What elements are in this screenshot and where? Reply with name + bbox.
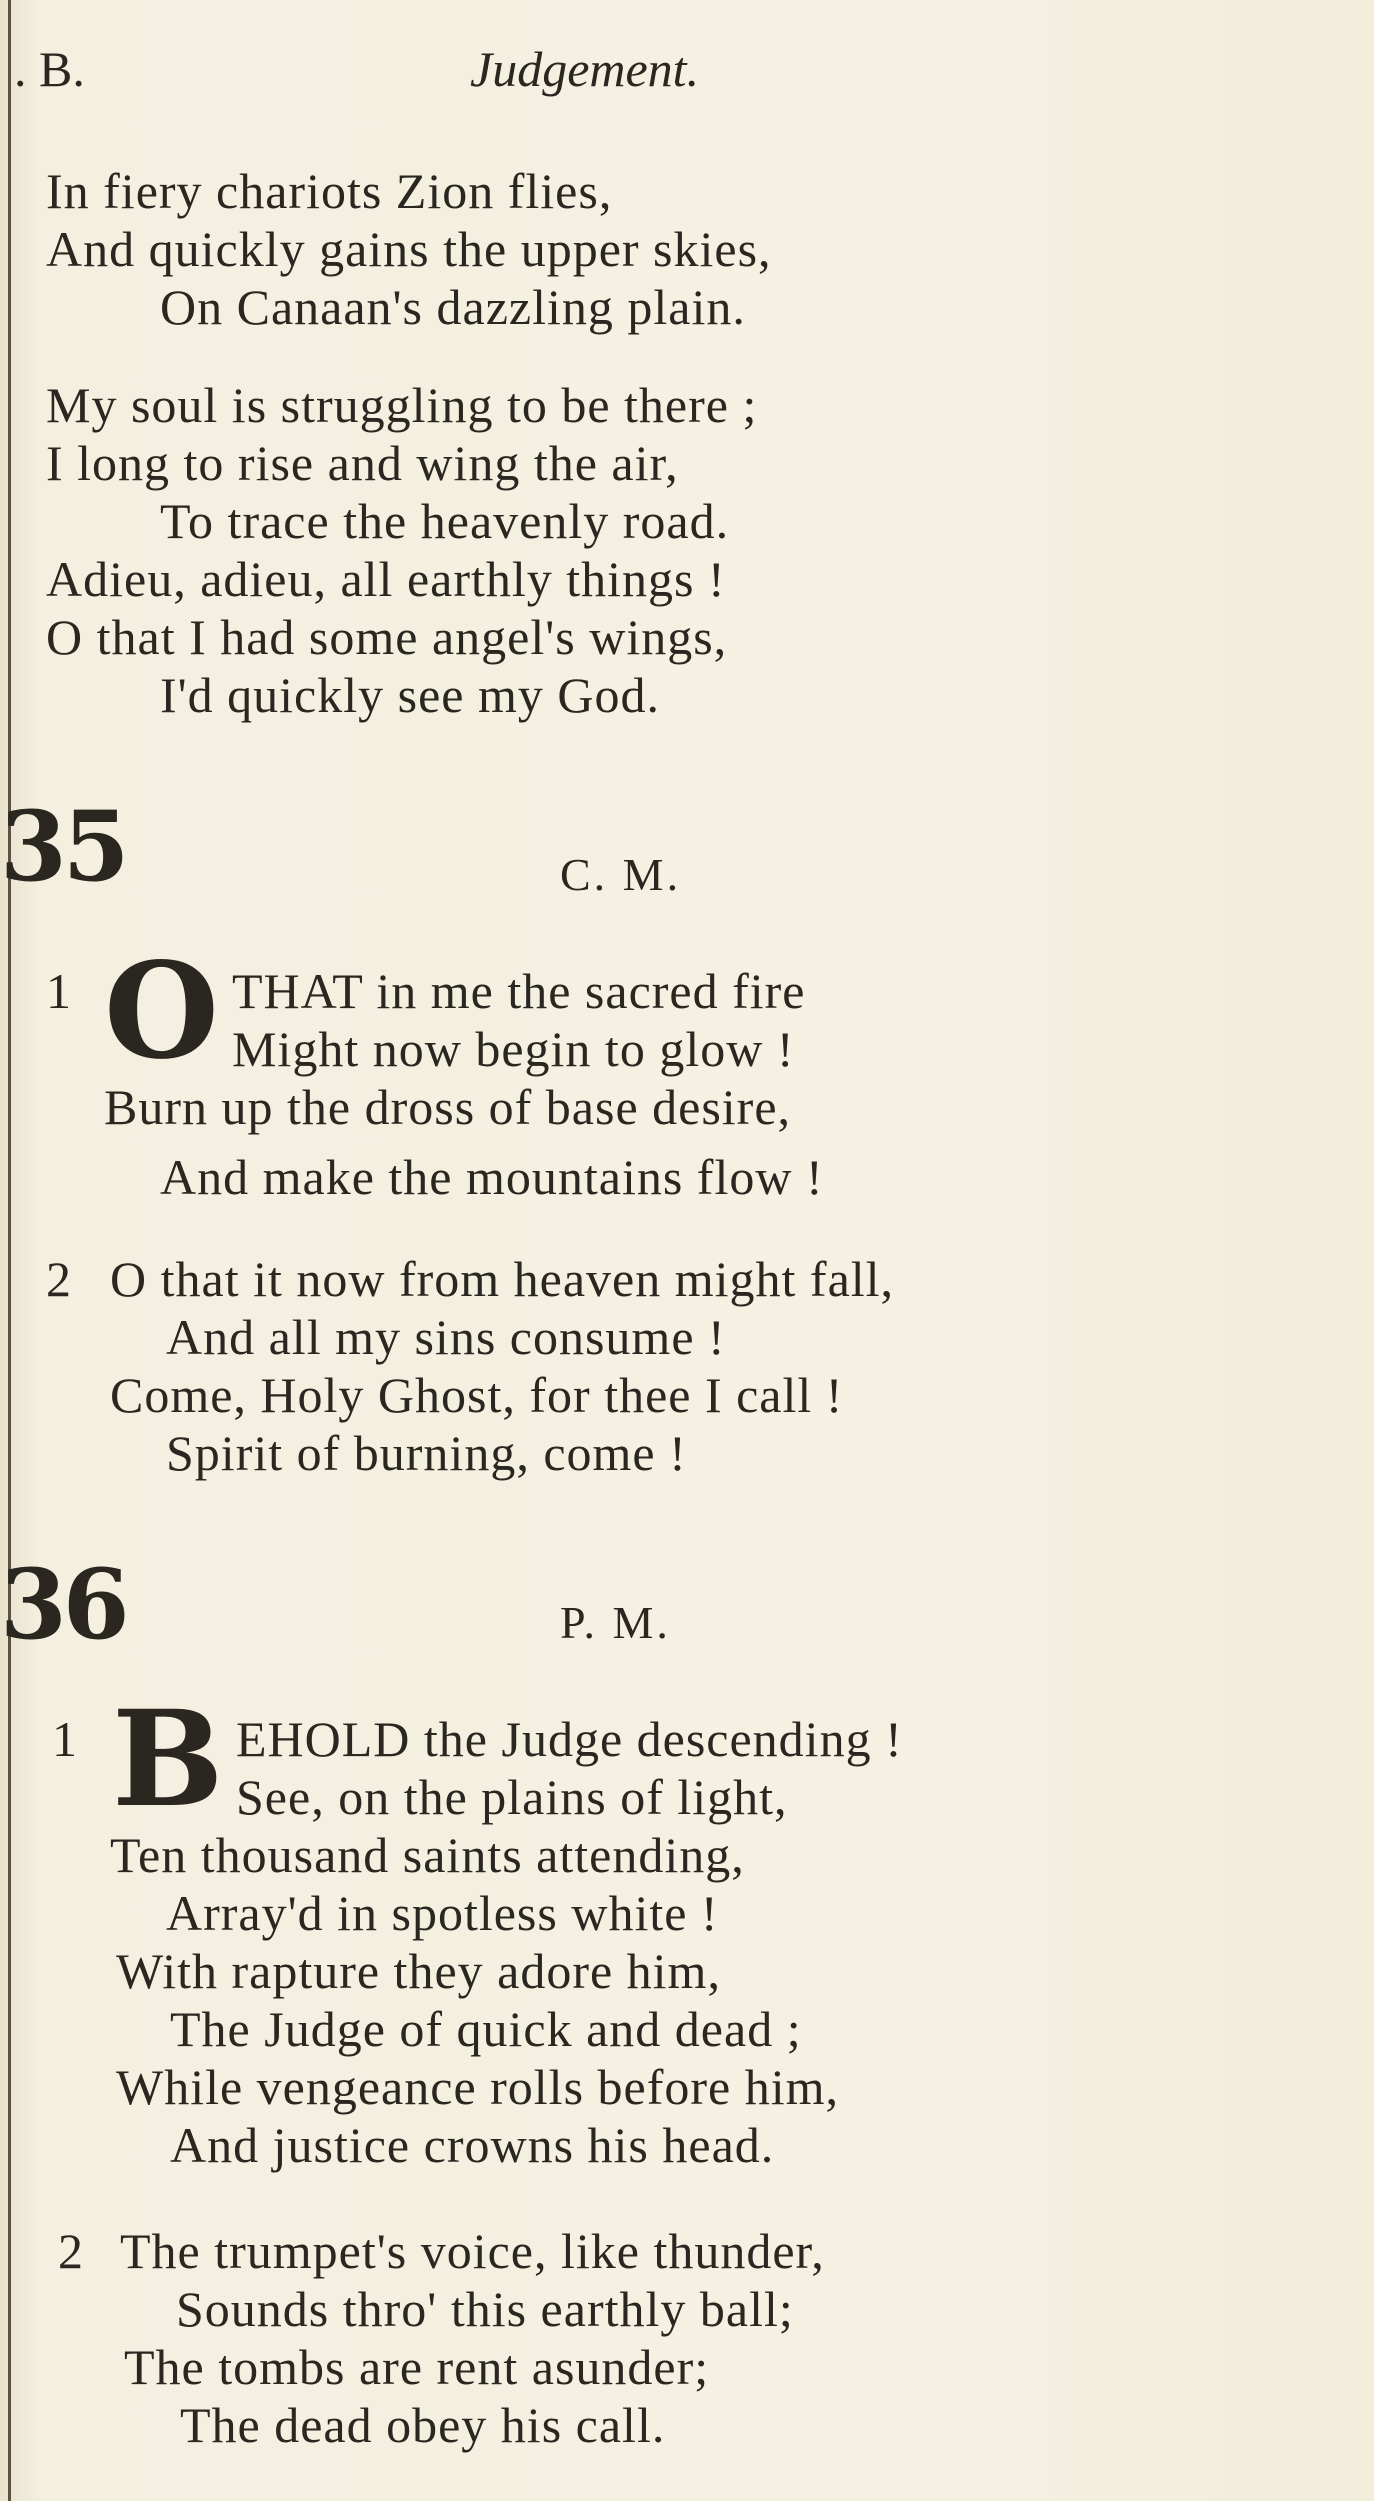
hymn-meter: C. M. xyxy=(560,849,682,900)
hymn-meter: P. M. xyxy=(560,1597,671,1648)
verse-line: Spirit of burning, come ! xyxy=(166,1425,687,1481)
stanza-line: My soul is struggling to be there ; xyxy=(46,377,758,433)
verse-line: Might now begin to glow ! xyxy=(232,1021,795,1077)
verse-line: The tombs are rent asunder; xyxy=(124,2339,710,2395)
verse-line: EHOLD the Judge descending ! xyxy=(236,1711,903,1767)
verse-line: And all my sins consume ! xyxy=(166,1309,726,1365)
verse-line: While vengeance rolls before him, xyxy=(116,2059,839,2115)
hymn-number: 35 xyxy=(0,790,126,903)
verse-line: Come, Holy Ghost, for thee I call ! xyxy=(110,1367,844,1423)
stanza-line: I'd quickly see my God. xyxy=(160,667,660,723)
verse-number: 2 xyxy=(58,2223,83,2279)
verse-line: With rapture they adore him, xyxy=(116,1943,721,1999)
verse-line: Burn up the dross of base desire, xyxy=(104,1079,792,1135)
page-header-left: . B. xyxy=(14,41,85,97)
page-header-title: Judgement. xyxy=(470,41,700,97)
page-gutter-line xyxy=(8,0,11,2501)
hymn-number: 36 xyxy=(0,1548,126,1661)
stanza-line: I long to rise and wing the air, xyxy=(46,435,679,491)
verse-line: Sounds thro' this earthly ball; xyxy=(176,2281,794,2337)
verse-line: And justice crowns his head. xyxy=(170,2117,775,2173)
verse-line: Array'd in spotless white ! xyxy=(166,1885,719,1941)
verse-number: 2 xyxy=(46,1251,71,1307)
stanza-line: On Canaan's dazzling plain. xyxy=(160,279,746,335)
drop-cap: B xyxy=(112,1682,224,1837)
stanza-line: And quickly gains the upper skies, xyxy=(46,221,772,277)
verse-line: The dead obey his call. xyxy=(180,2397,666,2453)
verse-line: The trumpet's voice, like thunder, xyxy=(120,2223,825,2279)
verse-line: THAT in me the sacred fire xyxy=(232,963,806,1019)
verse-number: 1 xyxy=(52,1711,77,1767)
drop-cap: O xyxy=(104,934,219,1089)
verse-line: O that it now from heaven might fall, xyxy=(110,1251,895,1307)
verse-line: See, on the plains of light, xyxy=(236,1769,788,1825)
verse-line: Ten thousand saints attending, xyxy=(110,1827,745,1883)
stanza-line: In fiery chariots Zion flies, xyxy=(46,163,613,219)
stanza-line: Adieu, adieu, all earthly things ! xyxy=(46,551,726,607)
verse-line: And make the mountains flow ! xyxy=(160,1149,824,1205)
verse-line: The Judge of quick and dead ; xyxy=(170,2001,802,2057)
stanza-line: To trace the heavenly road. xyxy=(160,493,730,549)
stanza-line: O that I had some angel's wings, xyxy=(46,609,728,665)
verse-number: 1 xyxy=(46,963,71,1019)
